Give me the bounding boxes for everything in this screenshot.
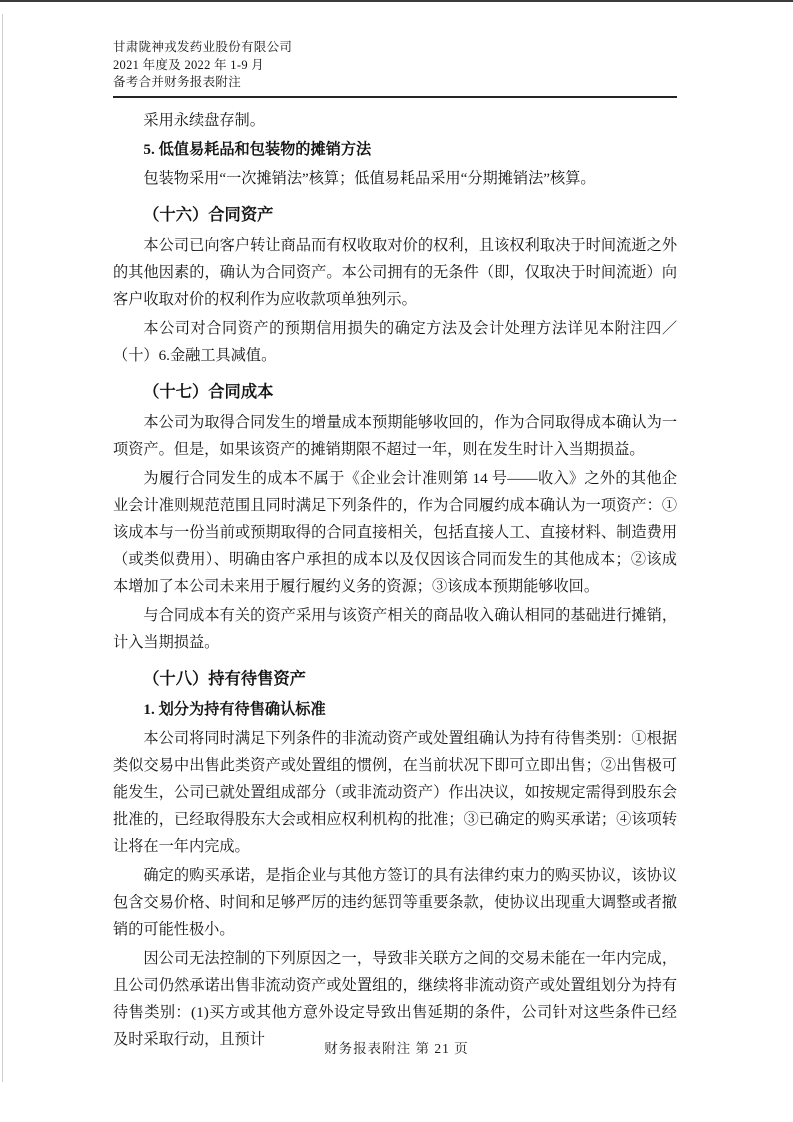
scan-edge-top <box>0 0 793 2</box>
paragraph-held-for-sale-3: 因公司无法控制的下列原因之一，导致非关联方之间的交易未能在一年内完成，且公司仍然承诺出售非流动资产或处置组的，继续将非流动资产或处置组划分为持有待售类别：(1)买方或其他方意外设定导致出售延期的条件，公司针对这些条件已经及时采取行动，且预计 <box>113 950 677 1048</box>
section-heading-contract-assets: （十六）合同资产 <box>143 205 274 224</box>
document-body <box>113 107 677 1055</box>
section-heading-contract-costs: （十七）合同成本 <box>143 382 274 401</box>
heading-amortization-method: 5. 低值易耗品和包装物的摊销方法 <box>143 141 372 158</box>
paragraph-held-for-sale-2: 确定的购买承诺，是指企业与其他方签订的具有法律约束力的购买协议，该协议包含交易价格、时间和足够严厉的违约惩罚等重要条款，使协议出现重大调整或者撤销的可能性极小。 <box>113 867 677 938</box>
heading-held-for-sale-criteria: 1. 划分为持有待售确认标准 <box>143 701 326 718</box>
paragraph-contract-assets-2: 本公司对合同资产的预期信用损失的确定方法及会计处理方法详见本附注四／（十）6.金融工具减值。 <box>113 320 677 364</box>
header-report-title: 备考合并财务报表附注 <box>113 75 242 89</box>
paragraph-contract-costs-2: 为履行合同发生的成本不属于《企业会计准则第 14 号——收入》之外的其他企业会计准则规范范围且同时满足下列条件的，作为合同履约成本确认为一项资产：①该成本与一份当前或预期取得的合同直接相关，包括直接人工、直接材料、制造费用（或类似费用）、明确由客户承担的成本以及仅因该合同而发生的其他成本；②该成本增加了本公司未来用于履行履约义务的资源；③该成本预期能够收回。 <box>113 470 677 595</box>
paragraph-perpetual-inventory: 采用永续盘存制。 <box>143 112 265 129</box>
scan-edge-left <box>2 14 3 1082</box>
page-header <box>113 39 677 98</box>
paragraph-contract-assets-1: 本公司已向客户转让商品而有权收取对价的权利，且该权利取决于时间流逝之外的其他因素的，确认为合同资产。本公司拥有的无条件（即，仅取决于时间流逝）向客户收取对价的权利作为应收款项单独列示。 <box>113 237 677 308</box>
paragraph-held-for-sale-1: 本公司将同时满足下列条件的非流动资产或处置组确认为持有待售类别：①根据类似交易中出售此类资产或处置组的惯例，在当前状况下即可立即出售；②出售极可能发生，公司已就处置组成部分（或非流动资产）作出决议，如按规定需得到股东会批准的，已经取得股东大会或相应权利机构的批准；③已确定的购买承诺；④该项转让将在一年内完成。 <box>113 730 677 855</box>
footer-page-label: 财务报表附注 第 21 页 <box>324 1041 469 1056</box>
header-report-period: 2021 年度及 2022 年 1-9 月 <box>113 57 265 72</box>
page-footer <box>0 1037 793 1057</box>
paragraph-amortization-method: 包装物采用“一次摊销法”核算；低值易耗品采用“分期摊销法”核算。 <box>143 170 596 187</box>
paragraph-contract-costs-3: 与合同成本有关的资产采用与该资产相关的商品收入确认相同的基础进行摊销，计入当期损益。 <box>113 607 677 651</box>
section-heading-held-for-sale: （十八）持有待售资产 <box>143 669 306 688</box>
paragraph-contract-costs-1: 本公司为取得合同发生的增量成本预期能够收回的，作为合同取得成本确认为一项资产。但是，如果该资产的摊销期限不超过一年，则在发生时计入当期损益。 <box>113 414 677 458</box>
header-company-name: 甘肃陇神戎发药业股份有限公司 <box>113 40 293 54</box>
